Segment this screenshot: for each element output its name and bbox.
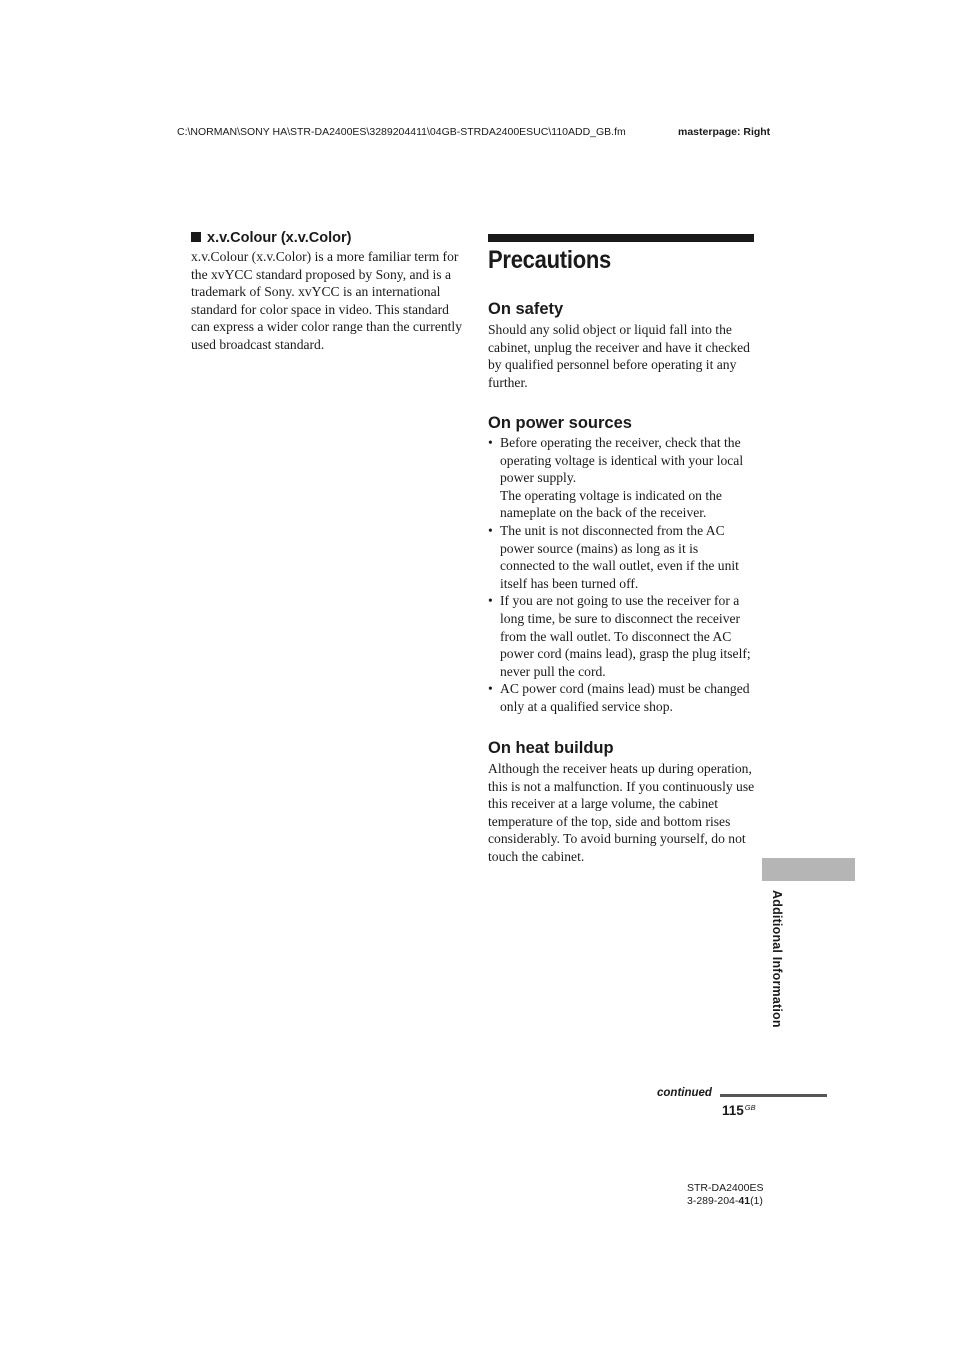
- bullet-icon: •: [488, 435, 493, 450]
- bullet-icon: •: [488, 681, 493, 697]
- list-item: [488, 522, 756, 592]
- part-code-prefix: 3-289-204-: [687, 1194, 739, 1207]
- bullet-icon: •: [488, 593, 493, 609]
- page-title: Precautions: [488, 246, 612, 274]
- section-tab-marker: [762, 858, 855, 881]
- continued-rule: [720, 1094, 827, 1097]
- xvcolour-heading-text: x.v.Colour (x.v.Color): [207, 230, 352, 246]
- part-code-suffix: (1): [750, 1194, 763, 1207]
- square-bullet-icon: [191, 232, 201, 242]
- masterpage-label: masterpage: Right: [678, 126, 771, 138]
- part-code-bold: 41: [738, 1194, 751, 1207]
- bullet-icon: •: [488, 522, 493, 538]
- list-item-text: Before operating the receiver, check that the operating voltage is identical with your local power supply.: [500, 435, 744, 486]
- title-rule: [488, 234, 754, 242]
- section-side-label: Additional Information: [770, 890, 784, 1028]
- page-number: [722, 1103, 756, 1118]
- model-name: STR-DA2400ES: [687, 1182, 764, 1194]
- power-bullet-list: [488, 434, 756, 716]
- heat-body: Although the receiver heats up during operation, this is not a malfunction. If you continuously use this receiver at a large volume, the cabinet temperature of the top, side and bottom rises considerably. To avoid burning yourself, do not touch the cabinet.: [488, 761, 755, 864]
- xvcolour-heading: [191, 229, 351, 247]
- list-item: [488, 680, 756, 715]
- power-heading: On power sources: [488, 414, 632, 432]
- model-code-block: [687, 1182, 763, 1207]
- list-item-text: If you are not going to use the receiver for a long time, be sure to disconnect the receiver from the wall outlet. To disconnect the AC power cord (mains lead), grasp the plug itself; never pull the cord.: [500, 593, 751, 679]
- list-item-text: The unit is not disconnected from the AC power source (mains) as long as it is connected to the wall outlet, even if the unit itself has been turned off.: [500, 522, 739, 591]
- list-item: [488, 434, 756, 522]
- page-number-value: 115: [722, 1103, 744, 1118]
- heat-heading: On heat buildup: [488, 739, 614, 757]
- safety-heading: On safety: [488, 300, 564, 318]
- list-item: [488, 592, 756, 680]
- page-number-suffix: GB: [744, 1103, 756, 1112]
- file-path-header: C:\NORMAN\SONY HA\STR-DA2400ES\3289204411\04GB-STRDA2400ESUC\110ADD_GB.fm: [177, 126, 626, 138]
- list-item-text: AC power cord (mains lead) must be changed only at a qualified service shop.: [500, 681, 750, 714]
- list-item-extra-text: The operating voltage is indicated on the nameplate on the back of the receiver.: [500, 487, 722, 521]
- safety-body: Should any solid object or liquid fall into the cabinet, unplug the receiver and have it checked by qualified personnel before operating it any further.: [488, 322, 750, 390]
- xvcolour-body: x.v.Colour (x.v.Color) is a more familiar term for the xvYCC standard proposed by Sony, and is a trademark of Sony. xvYCC is an international standard for color space in video. This standard can express a wider color range than the currently used broadcast standard.: [191, 249, 462, 352]
- part-code: [687, 1195, 763, 1208]
- continued-label: continued: [657, 1087, 712, 1099]
